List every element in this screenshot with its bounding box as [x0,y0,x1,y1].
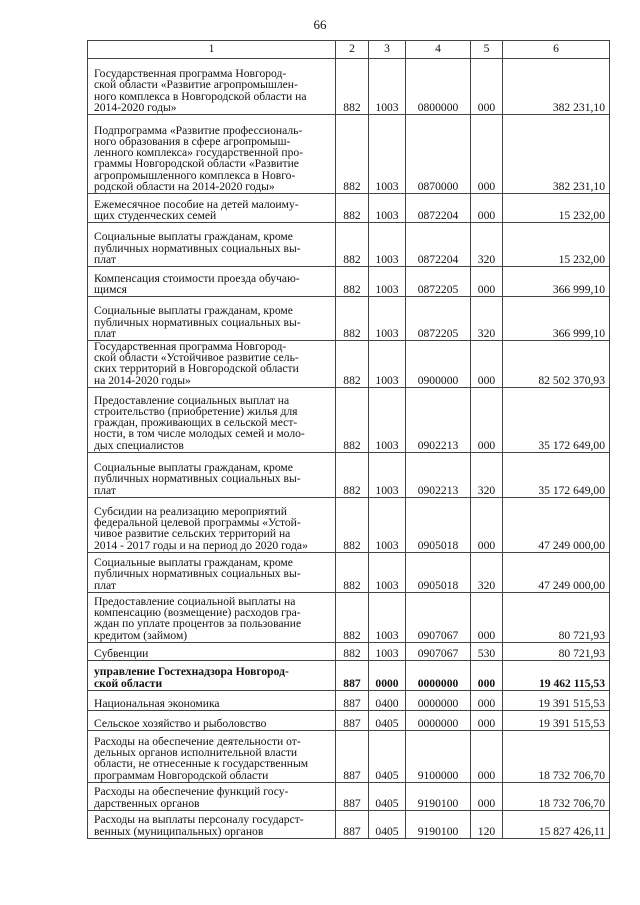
description-line: плат [94,578,116,592]
description-line: на 2014-2020 годы» [94,373,191,387]
table-row [88,710,610,730]
section-code: 1003 [369,497,406,552]
description-line: Государственная программа Новгород- [94,67,287,81]
ministry-code: 882 [336,387,369,452]
description-line: плат [94,483,116,497]
description-line: Предоставление социальной выплаты на [94,595,296,608]
description-line: федеральной целевой программы «Устой- [94,516,301,530]
ministry-code: 887 [336,690,369,710]
amount: 366 999,10 [503,297,610,341]
expense-type-code: 000 [471,194,503,223]
description-line: Национальная экономика [94,696,220,710]
amount: 18 732 706,70 [503,782,610,810]
expense-type-code: 000 [471,660,503,690]
ministry-code: 882 [336,297,369,341]
expense-type-code: 000 [471,710,503,730]
row-description [88,194,336,223]
description-line: ской области [94,676,163,690]
description-line: дельных органов исполнительной власти [94,746,298,760]
budget-table [87,40,610,839]
section-code: 0400 [369,690,406,710]
section-code: 1003 [369,387,406,452]
row-description [88,690,336,710]
description-line: Социальные выплаты гражданам, кроме [94,556,293,570]
ministry-code: 882 [336,592,369,642]
description-line: Предоставление социальных выплат на [94,393,290,407]
target-code: 0872205 [406,297,471,341]
expense-type-code: 000 [471,730,503,782]
section-code: 0405 [369,710,406,730]
description-line: ждан по уплате процентов за пользование [94,617,302,631]
target-code: 9190100 [406,782,471,810]
section-code: 1003 [369,194,406,223]
target-code: 0907067 [406,642,471,660]
target-code: 0872204 [406,194,471,223]
target-code: 0905018 [406,552,471,592]
description-line: Субвенции [94,646,149,660]
target-code: 0902213 [406,452,471,497]
row-description [88,341,336,388]
description-line: публичных нормативных социальных вы- [94,241,301,255]
ministry-code: 887 [336,730,369,782]
row-description [88,730,336,782]
expense-type-code: 000 [471,341,503,388]
target-code: 0870000 [406,115,471,194]
section-code: 1003 [369,341,406,388]
table-row [88,223,610,267]
table-row [88,810,610,838]
target-code: 9190100 [406,810,471,838]
table-row [88,642,610,660]
ministry-code: 882 [336,267,369,297]
amount: 382 231,10 [503,115,610,194]
expense-type-code: 000 [471,782,503,810]
amount: 80 721,93 [503,592,610,642]
row-description [88,810,336,838]
target-code: 0907067 [406,592,471,642]
table-row [88,59,610,115]
section-code: 0405 [369,810,406,838]
expense-type-code: 000 [471,497,503,552]
header-col-5: 5 [471,41,503,59]
amount: 366 999,10 [503,267,610,297]
section-code: 1003 [369,297,406,341]
expense-type-code: 120 [471,810,503,838]
target-code: 0800000 [406,59,471,115]
row-description [88,642,336,660]
amount: 15 827 426,11 [503,810,610,838]
description-line: щих студенческих семей [94,208,217,222]
row-description [88,552,336,592]
header-col-4: 4 [406,41,471,59]
table-row [88,194,610,223]
row-description [88,497,336,552]
amount: 15 232,00 [503,194,610,223]
target-code: 0000000 [406,710,471,730]
header-col-3: 3 [369,41,406,59]
ministry-code: 887 [336,782,369,810]
ministry-code: 882 [336,223,369,267]
table-row [88,267,610,297]
description-line: плат [94,252,116,266]
ministry-code: 882 [336,552,369,592]
ministry-code: 882 [336,341,369,388]
description-line: строительство (приобретение) жилья для [94,405,298,418]
description-line: Государственная программа Новгород- [94,340,287,353]
description-line: ленного комплекса» государственной про- [94,146,304,160]
table-row [88,115,610,194]
table-row [88,552,610,592]
header-col-6: 6 [503,41,610,59]
description-line: Социальные выплаты гражданам, кроме [94,304,293,318]
row-description [88,452,336,497]
description-line: Подпрограмма «Развитие профессиональ- [94,123,303,137]
target-code: 0000000 [406,660,471,690]
description-line: Расходы на обеспечение деятельности от- [94,735,301,748]
header-col-2: 2 [336,41,369,59]
row-description [88,782,336,810]
description-line: чивое развитие сельских территорий на [94,527,291,541]
description-line: родской области на 2014-2020 годы» [94,179,275,193]
description-line: 2014-2020 годы» [94,100,177,114]
expense-type-code: 320 [471,223,503,267]
ministry-code: 882 [336,497,369,552]
amount: 19 391 515,53 [503,690,610,710]
target-code: 0900000 [406,341,471,388]
row-description [88,387,336,452]
description-line: Компенсация стоимости проезда обучаю- [94,271,300,285]
section-code: 1003 [369,59,406,115]
expense-type-code: 000 [471,115,503,194]
table-row [88,592,610,642]
amount: 47 249 000,00 [503,552,610,592]
description-line: Социальные выплаты гражданам, кроме [94,230,293,244]
description-line: граммы Новгородской области «Развитие [94,157,299,171]
description-line: кредитом (займом) [94,628,188,642]
table-header-row [88,41,610,59]
description-line: ности, в том числе молодых семей и моло- [94,427,305,441]
description-line: дарственных органов [94,796,200,810]
description-line: дых специалистов [94,438,184,452]
section-code: 1003 [369,115,406,194]
ministry-code: 882 [336,452,369,497]
description-line: агропромышленного комплекса в Новго- [94,168,296,182]
section-code: 1003 [369,642,406,660]
description-line: ской области «Устойчивое развитие сель- [94,351,299,365]
section-code: 1003 [369,267,406,297]
amount: 18 732 706,70 [503,730,610,782]
expense-type-code: 000 [471,59,503,115]
target-code: 9100000 [406,730,471,782]
description-line: ного комплекса в Новгородской области на [94,89,307,103]
amount: 15 232,00 [503,223,610,267]
target-code: 0872204 [406,223,471,267]
section-code: 1003 [369,223,406,267]
table-row [88,690,610,710]
description-line: публичных нормативных социальных вы- [94,472,301,486]
description-line: Ежемесячное пособие на детей малоиму- [94,197,299,211]
target-code: 0000000 [406,690,471,710]
expense-type-code: 320 [471,297,503,341]
row-description [88,223,336,267]
target-code: 0902213 [406,387,471,452]
ministry-code: 882 [336,115,369,194]
expense-type-code: 530 [471,642,503,660]
ministry-code: 882 [336,59,369,115]
table-row [88,452,610,497]
expense-type-code: 000 [471,592,503,642]
section-code: 1003 [369,552,406,592]
description-line: ской области «Развитие агропромышлен- [94,78,298,92]
ministry-code: 887 [336,810,369,838]
expense-type-code: 000 [471,267,503,297]
amount: 80 721,93 [503,642,610,660]
description-line: ного образования в сфере агропромыш- [94,134,291,148]
row-description [88,267,336,297]
description-line: управление Гостехнадзора Новгород- [94,665,289,679]
section-code: 1003 [369,452,406,497]
row-description [88,660,336,690]
ministry-code: 887 [336,660,369,690]
table-row [88,341,610,388]
section-code: 0405 [369,730,406,782]
expense-type-code: 000 [471,690,503,710]
table-row [88,497,610,552]
header-col-1: 1 [88,41,336,59]
description-line: публичных нормативных социальных вы- [94,315,301,329]
description-line: программам Новгородской области [94,768,269,782]
section-code: 1003 [369,592,406,642]
description-line: граждан, проживающих в сельской мест- [94,416,298,430]
target-code: 0905018 [406,497,471,552]
table-row [88,660,610,690]
table-row [88,387,610,452]
expense-type-code: 320 [471,552,503,592]
table-row [88,782,610,810]
expense-type-code: 000 [471,387,503,452]
description-line: Расходы на выплаты персоналу государст- [94,813,304,827]
section-code: 0405 [369,782,406,810]
description-line: публичных нормативных социальных вы- [94,567,301,581]
description-line: 2014 - 2017 годы и на период до 2020 года» [94,538,308,552]
ministry-code: 882 [336,194,369,223]
amount: 35 172 649,00 [503,387,610,452]
table-row [88,297,610,341]
description-line: области, не отнесенные к государственным [94,757,309,771]
row-description [88,59,336,115]
page-number: 66 [313,17,327,32]
row-description [88,710,336,730]
amount: 47 249 000,00 [503,497,610,552]
row-description [88,297,336,341]
amount: 82 502 370,93 [503,341,610,388]
ministry-code: 882 [336,642,369,660]
section-code: 0000 [369,660,406,690]
description-line: плат [94,326,116,340]
ministry-code: 887 [336,710,369,730]
description-line: Расходы на обеспечение функций госу- [94,785,289,799]
row-description [88,115,336,194]
description-line: Субсидии на реализацию мероприятий [94,505,287,518]
row-description [88,592,336,642]
amount: 19 391 515,53 [503,710,610,730]
description-line: компенсацию (возмещение) расходов гра- [94,606,301,620]
amount: 382 231,10 [503,59,610,115]
description-line: щимся [94,282,127,296]
table-row [88,730,610,782]
target-code: 0872205 [406,267,471,297]
description-line: венных (муниципальных) органов [94,824,264,838]
description-line: Социальные выплаты гражданам, кроме [94,461,293,475]
expense-type-code: 320 [471,452,503,497]
description-line: Сельское хозяйство и рыболовство [94,716,267,730]
amount: 19 462 115,53 [503,660,610,690]
description-line: ских территорий в Новгородской области [94,362,299,376]
amount: 35 172 649,00 [503,452,610,497]
